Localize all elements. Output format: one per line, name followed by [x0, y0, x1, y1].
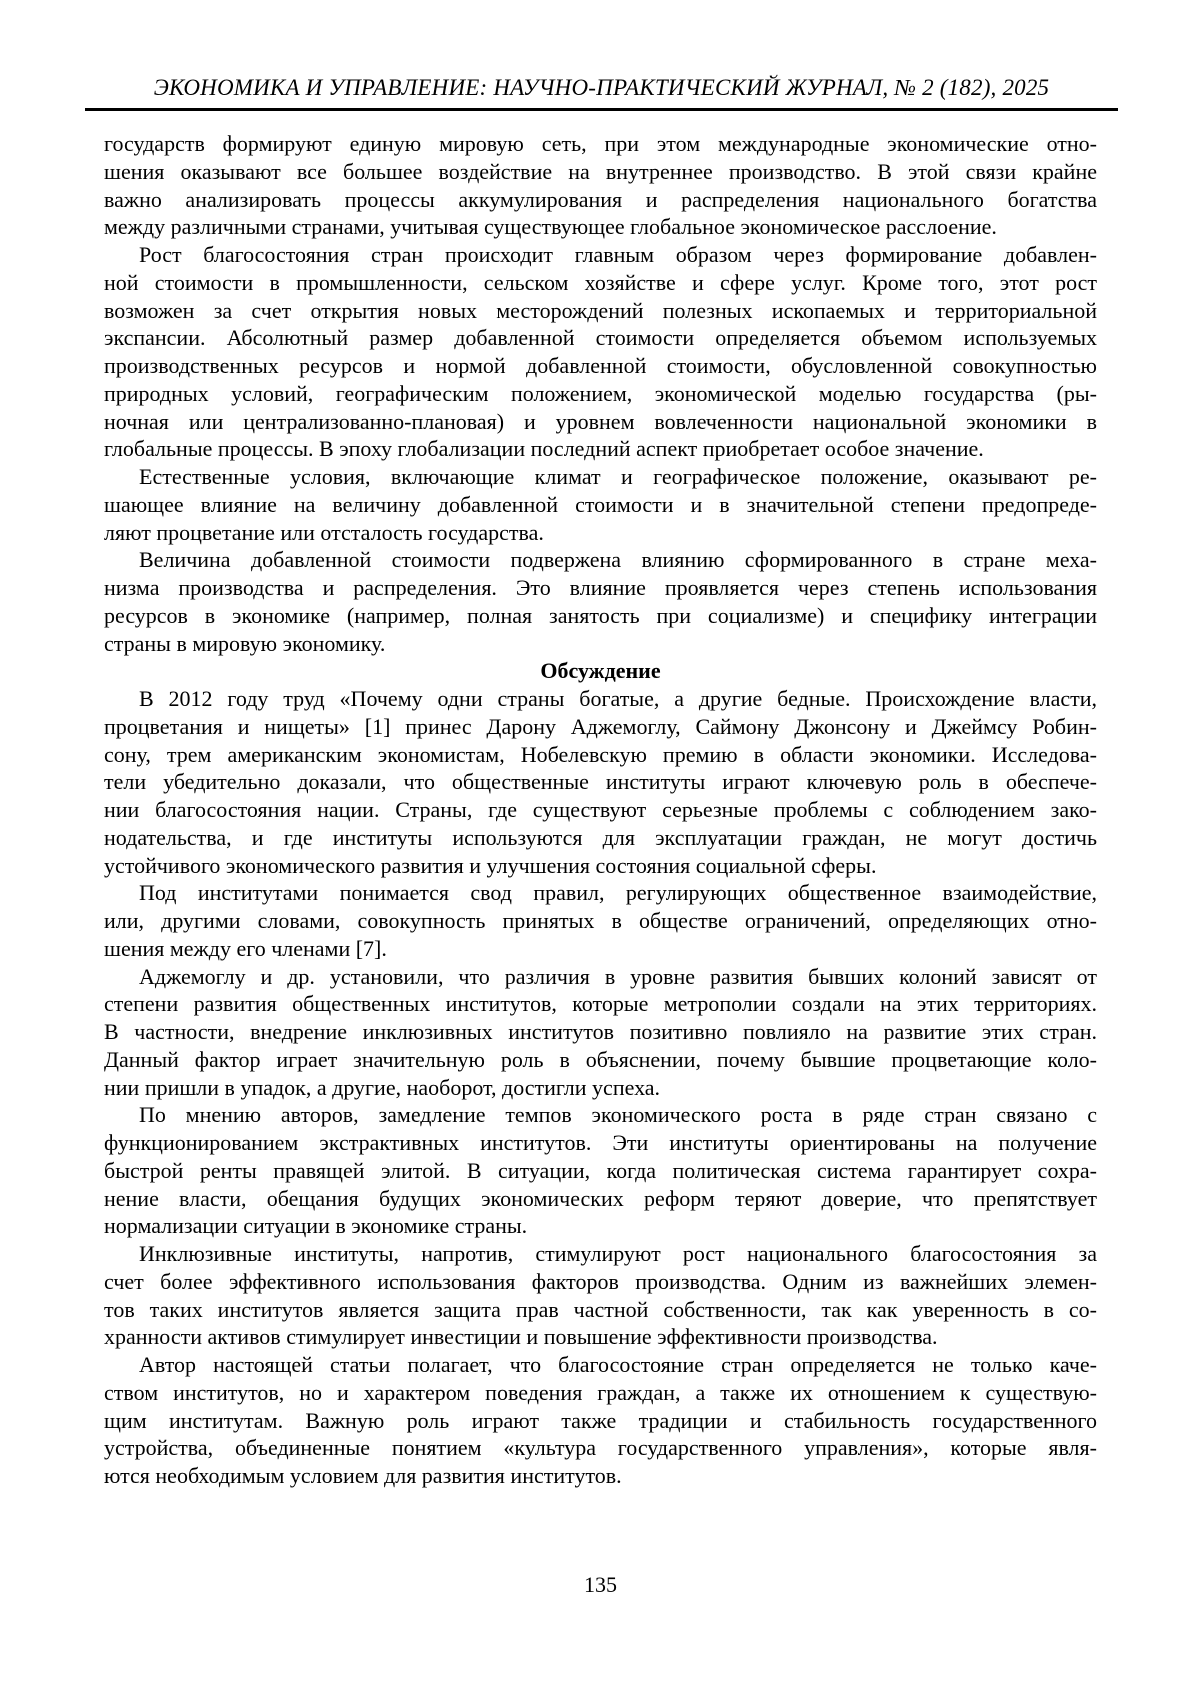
paragraph — [104, 463, 1097, 546]
article-body — [104, 130, 1097, 1490]
text-line: хранности активов стимулирует инвестиции и повышение эффективности производства. — [104, 1324, 938, 1350]
text-line: Данный фактор играет значительную роль в объяснении, почему бывшие процветающие коло- — [104, 1046, 1097, 1072]
text-line: сону, трем американским экономистам, Нобелевскую премию в области экономики. Исследова- — [104, 741, 1097, 767]
header-rule — [85, 108, 1118, 111]
text-line: процветания и нищеты» [1] принес Дарону Аджемоглу, Саймону Джонсону и Джеймсу Робин- — [104, 713, 1097, 739]
text-line: низма производства и распределения. Это влияние проявляется через степень использования — [104, 575, 1097, 600]
text-line: или, другими словами, совокупность принятых в обществе ограничений, определяющих отно- — [104, 908, 1097, 933]
paragraph — [104, 1351, 1097, 1490]
page-number: 135 — [584, 1572, 617, 1597]
text-line: счет более эффективного использования факторов производства. Одним из важнейших элемен- — [104, 1268, 1097, 1294]
text-line: Инклюзивные институты, напротив, стимулируют рост национального благосостояния за — [139, 1241, 1097, 1266]
text-line: Величина добавленной стоимости подвержена влиянию сформированного в стране меха- — [139, 547, 1097, 573]
journal-header-title: ЭКОНОМИКА И УПРАВЛЕНИЕ: НАУЧНО-ПРАКТИЧЕСКИЙ ЖУРНАЛ, № 2 (182), 2025 — [153, 75, 1050, 100]
text-line: По мнению авторов, замедление темпов экономического роста в ряде стран связано с — [139, 1102, 1097, 1128]
text-line: ночная или централизованно-плановая) и уровнем вовлеченности национальной экономики в — [104, 408, 1097, 434]
text-line: В частности, внедрение инклюзивных институтов позитивно повлияло на развитие этих стран. — [104, 1019, 1097, 1044]
text-line: экспансии. Абсолютный размер добавленной стоимости определяется объемом используемых — [104, 325, 1097, 351]
paragraph — [104, 879, 1097, 962]
text-line: ной стоимости в промышленности, сельском хозяйстве и сфере услуг. Кроме того, этот рост — [104, 269, 1097, 295]
text-line: производственных ресурсов и нормой добавленной стоимости, обусловленной совокупностью — [104, 353, 1097, 378]
paragraph — [104, 241, 1097, 463]
text-line: нодательства, и где институты используются для эксплуатации граждан, не могут достичь — [104, 824, 1097, 850]
text-line: В 2012 году труд «Почему одни страны богатые, а другие бедные. Происхождение власти, — [139, 686, 1097, 711]
text-line: Рост благосостояния стран происходит главным образом через формирование добавлен- — [139, 242, 1097, 267]
text-line: Под институтами понимается свод правил, регулирующих общественное взаимодействие, — [139, 880, 1097, 906]
text-line: Естественные условия, включающие климат и географическое положение, оказывают ре- — [139, 464, 1097, 489]
text-line: функционированием экстрактивных институтов. Эти институты ориентированы на получение — [104, 1130, 1097, 1155]
text-line: нии благосостояния нации. Страны, где существуют серьезные проблемы с соблюдением зако- — [104, 797, 1097, 822]
text-line: важно анализировать процессы аккумулирования и распределения национального богатства — [104, 186, 1097, 212]
text-line: ляют процветание или отсталость государства. — [104, 519, 544, 545]
text-line: природных условий, географическим положением, экономической моделью государства (ры- — [104, 380, 1097, 406]
page-footer — [104, 1571, 1097, 1599]
paragraph — [104, 963, 1097, 1102]
text-line: нение власти, обещания будущих экономических реформ теряют доверие, что препятствует — [104, 1185, 1097, 1211]
text-line: между различными странами, учитывая существующее глобальное экономическое расслоение. — [104, 214, 997, 240]
text-line: устойчивого экономического развития и улучшения состояния социальной сферы. — [104, 852, 877, 878]
text-line: ресурсов в экономике (например, полная занятость при социализме) и специфику интеграции — [104, 602, 1097, 628]
text-line: устройства, объединенные понятием «культура государственного управления», которые явля- — [104, 1435, 1097, 1461]
text-line: нии пришли в упадок, а другие, наоборот, достигли успеха. — [104, 1074, 661, 1100]
paragraph — [104, 546, 1097, 657]
text-line: нормализации ситуации в экономике страны. — [104, 1213, 528, 1239]
text-line: тов таких институтов является защита прав частной собственности, так как уверенность в со- — [104, 1296, 1097, 1322]
text-line: ством институтов, но и характером поведения граждан, а также их отношением к существую- — [104, 1379, 1097, 1405]
text-line: шения оказывают все большее воздействие на внутреннее производство. В этой связи крайне — [104, 158, 1097, 184]
text-line: ются необходимым условием для развития институтов. — [104, 1463, 622, 1488]
journal-header — [85, 74, 1118, 111]
text-line: государств формируют единую мировую сеть, при этом международные экономические отно- — [104, 131, 1097, 156]
text-line: щим институтам. Важную роль играют также традиции и стабильность государственного — [104, 1407, 1097, 1433]
text-line: страны в мировую экономику. — [104, 630, 386, 656]
paragraph — [104, 1101, 1097, 1240]
text-line: Аджемоглу и др. установили, что различия в уровне развития бывших колоний зависят от — [139, 963, 1097, 989]
text-line: возможен за счет открытия новых месторождений полезных ископаемых и территориальной — [104, 297, 1097, 323]
paragraph — [104, 130, 1097, 241]
text-line: глобальные процессы. В эпоху глобализации последний аспект приобретает особое значение. — [104, 436, 984, 462]
text-line: быстрой ренты правящей элитой. В ситуации, когда политическая система гарантирует сохра- — [104, 1157, 1097, 1183]
text-line: степени развития общественных институтов, которые метрополии создали на этих территориях. — [104, 991, 1097, 1017]
text-line: шения между его членами [7]. — [104, 935, 387, 961]
text-line: Автор настоящей статьи полагает, что благосостояние стран определяется не только каче- — [139, 1352, 1097, 1377]
section-heading: Обсуждение — [540, 658, 661, 684]
paragraph — [104, 685, 1097, 879]
paragraph — [104, 1240, 1097, 1351]
text-line: шающее влияние на величину добавленной стоимости и в значительной степени предопреде- — [104, 491, 1097, 517]
text-line: тели убедительно доказали, что общественные институты играют ключевую роль в обеспече- — [104, 769, 1097, 795]
